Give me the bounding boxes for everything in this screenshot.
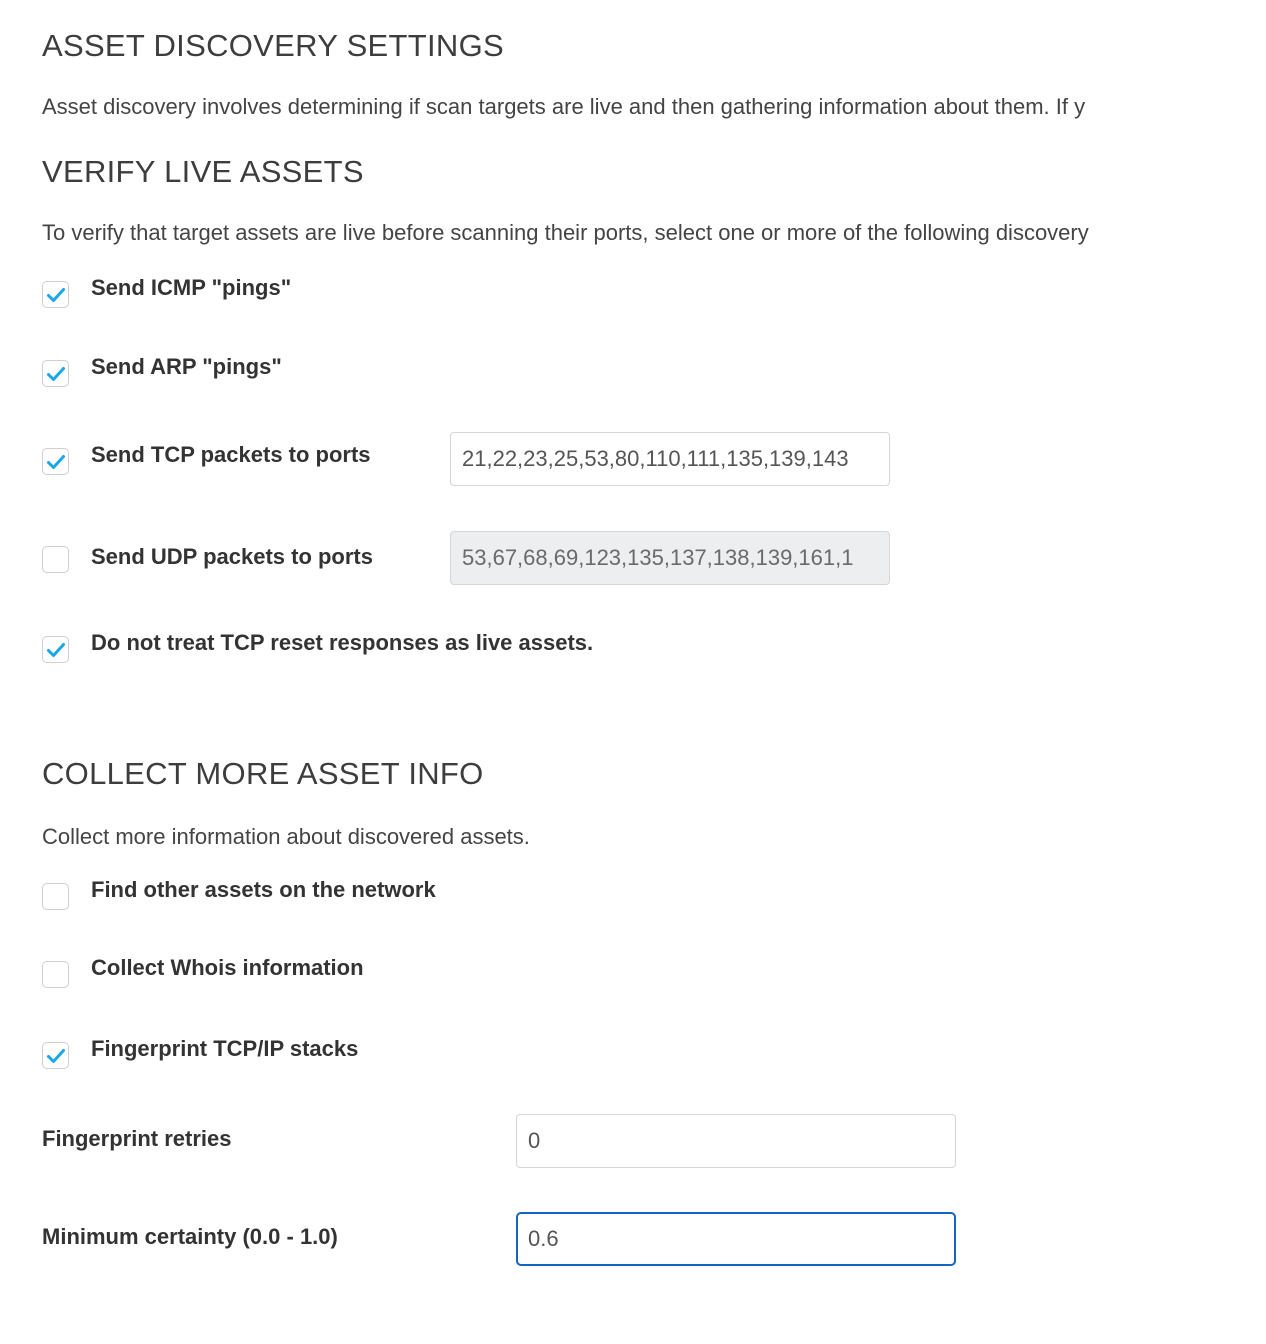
fingerprint-tcp-ip-checkbox[interactable] xyxy=(42,1042,69,1069)
asset-discovery-description: Asset discovery involves determining if scan targets are live and then gathering information about them. If y xyxy=(42,94,1086,119)
ignore-tcp-reset-checkbox[interactable] xyxy=(42,636,69,663)
checkmark-icon xyxy=(46,641,66,659)
ignore-tcp-reset-label: Do not treat TCP reset responses as live assets. xyxy=(91,630,594,655)
minimum-certainty-input[interactable]: 0.6 xyxy=(516,1212,956,1266)
collect-more-asset-info-heading: COLLECT MORE ASSET INFO xyxy=(42,756,484,791)
udp-ports-input[interactable]: 53,67,68,69,123,135,137,138,139,161,1 xyxy=(450,531,890,585)
asset-discovery-heading: ASSET DISCOVERY SETTINGS xyxy=(42,28,504,63)
collect-whois-checkbox[interactable] xyxy=(42,961,69,988)
checkmark-icon xyxy=(46,286,66,304)
verify-live-assets-heading: VERIFY LIVE ASSETS xyxy=(42,154,364,189)
send-icmp-pings-checkbox[interactable] xyxy=(42,281,69,308)
send-arp-pings-checkbox[interactable] xyxy=(42,360,69,387)
minimum-certainty-label: Minimum certainty (0.0 - 1.0) xyxy=(42,1224,338,1249)
find-other-assets-checkbox[interactable] xyxy=(42,883,69,910)
tcp-ports-input[interactable]: 21,22,23,25,53,80,110,111,135,139,143 xyxy=(450,432,890,486)
fingerprint-retries-label: Fingerprint retries xyxy=(42,1126,232,1151)
checkmark-icon xyxy=(46,1047,66,1065)
fingerprint-retries-input[interactable]: 0 xyxy=(516,1114,956,1168)
find-other-assets-label: Find other assets on the network xyxy=(91,877,436,902)
collect-more-asset-info-description: Collect more information about discovered assets. xyxy=(42,824,530,849)
collect-whois-label: Collect Whois information xyxy=(91,955,364,980)
checkmark-icon xyxy=(46,453,66,471)
fingerprint-tcp-ip-label: Fingerprint TCP/IP stacks xyxy=(91,1036,359,1061)
verify-live-assets-description: To verify that target assets are live before scanning their ports, select one or more of the following discovery xyxy=(42,220,1089,245)
send-arp-pings-label: Send ARP "pings" xyxy=(91,354,282,379)
send-udp-packets-label: Send UDP packets to ports xyxy=(91,544,373,569)
send-udp-packets-checkbox[interactable] xyxy=(42,546,69,573)
send-tcp-packets-checkbox[interactable] xyxy=(42,448,69,475)
checkmark-icon xyxy=(46,365,66,383)
send-tcp-packets-label: Send TCP packets to ports xyxy=(91,442,371,467)
send-icmp-pings-label: Send ICMP "pings" xyxy=(91,275,292,300)
